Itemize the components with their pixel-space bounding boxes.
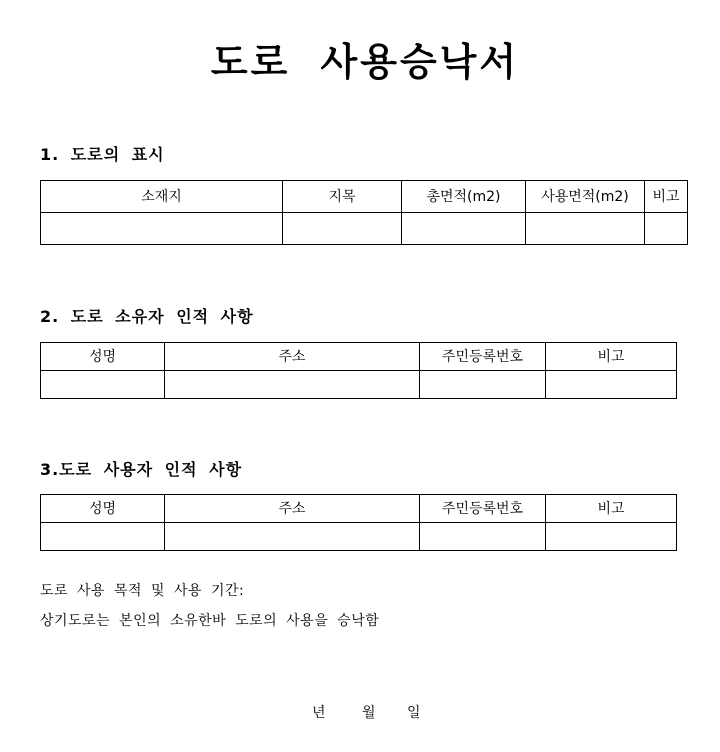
use-area-cell[interactable] <box>526 213 645 245</box>
column-header-use-area: 사용면적(m2) <box>526 181 645 213</box>
column-header-location: 소재지 <box>41 181 283 213</box>
section-3-heading: 3.도로 사용자 인적 사항 <box>40 460 243 479</box>
column-header-resident-number: 주민등록번호 <box>420 343 546 371</box>
purpose-label: 도로 사용 목적 및 사용 기간: <box>40 583 245 599</box>
table-header-row <box>41 181 688 213</box>
section-2-heading: 2. 도로 소유자 인적 사항 <box>40 307 254 326</box>
column-header-address: 주소 <box>165 343 420 371</box>
table-row <box>41 213 688 245</box>
column-header-remarks: 비고 <box>645 181 688 213</box>
column-header-name: 성명 <box>41 495 165 523</box>
column-header-remarks: 비고 <box>546 495 677 523</box>
owner-address-cell[interactable] <box>165 371 420 399</box>
date-year-label: 년 <box>312 705 326 721</box>
column-header-resident-number: 주민등록번호 <box>420 495 546 523</box>
user-remarks-cell[interactable] <box>546 523 677 551</box>
user-name-cell[interactable] <box>41 523 165 551</box>
date-day-label: 일 <box>407 705 421 721</box>
table-header-row <box>41 495 677 523</box>
table-header-row <box>41 343 677 371</box>
location-cell[interactable] <box>41 213 283 245</box>
owner-info-table <box>40 342 677 399</box>
total-area-cell[interactable] <box>402 213 526 245</box>
section-1-heading: 1. 도로의 표시 <box>40 145 165 164</box>
user-resident-number-cell[interactable] <box>420 523 546 551</box>
user-info-table <box>40 494 677 551</box>
remarks-cell[interactable] <box>645 213 688 245</box>
document-title: 도로 사용승낙서 <box>210 40 520 84</box>
user-address-cell[interactable] <box>165 523 420 551</box>
column-header-name: 성명 <box>41 343 165 371</box>
date-month-label: 월 <box>362 705 376 721</box>
table-row <box>41 371 677 399</box>
consent-statement: 상기도로는 본인의 소유한바 도로의 사용을 승낙함 <box>40 613 380 629</box>
road-info-table <box>40 180 688 245</box>
column-header-remarks: 비고 <box>546 343 677 371</box>
column-header-address: 주소 <box>165 495 420 523</box>
owner-remarks-cell[interactable] <box>546 371 677 399</box>
table-row <box>41 523 677 551</box>
column-header-land-category: 지목 <box>283 181 402 213</box>
owner-name-cell[interactable] <box>41 371 165 399</box>
column-header-total-area: 총면적(m2) <box>402 181 526 213</box>
owner-resident-number-cell[interactable] <box>420 371 546 399</box>
land-category-cell[interactable] <box>283 213 402 245</box>
